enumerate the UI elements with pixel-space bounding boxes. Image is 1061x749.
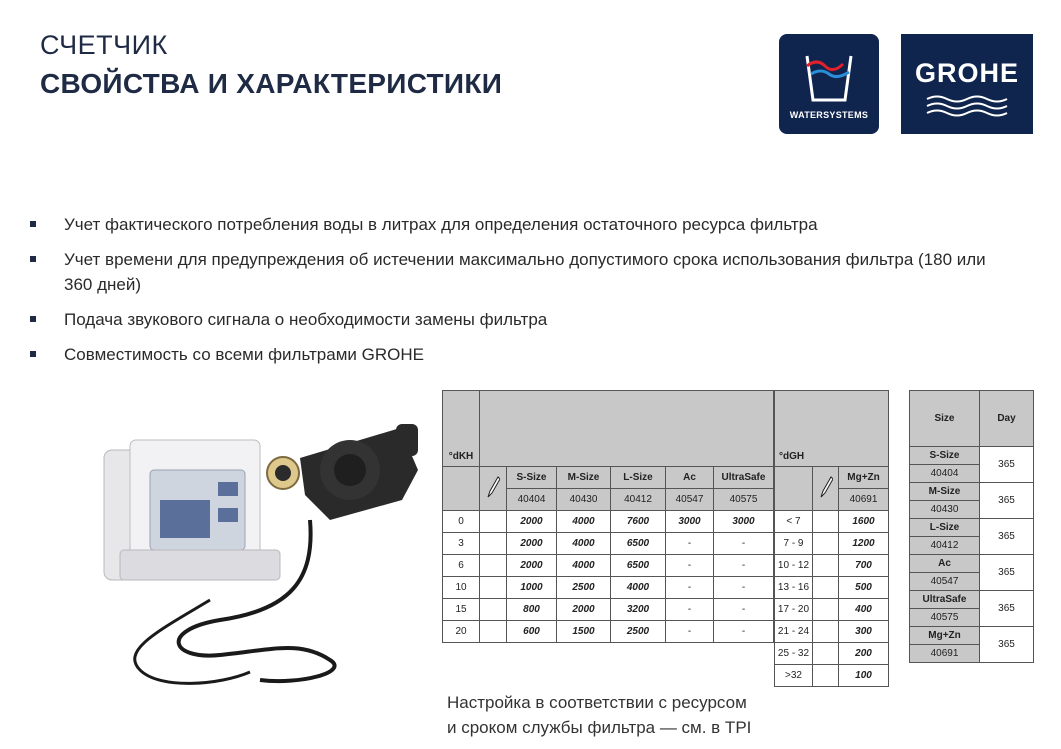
pencil-icon — [813, 467, 839, 511]
grohe-logo — [901, 34, 1033, 134]
feature-text: Учет фактического потребления воды в литрах для определения остаточного ресурса фильтра — [64, 215, 818, 234]
feature-text: Совместимость со всеми фильтрами GROHE — [64, 345, 424, 364]
water-meter-device-image — [100, 410, 430, 700]
feature-list — [28, 212, 988, 377]
code-cell: 40430 — [557, 489, 611, 511]
table-row: 0 2000 4000 7600 3000 3000 < 7 1600 — [443, 511, 889, 533]
table-row: 6 2000 4000 6500 - - 10 - 12 700 — [443, 555, 889, 577]
col-ultrasafe: UltraSafe — [714, 467, 774, 489]
feature-text: Подача звукового сигнала о необходимости замены фильтра — [64, 310, 548, 329]
col-mgzn: Mg+Zn — [839, 467, 889, 489]
feature-item — [28, 307, 988, 332]
col-ac: Ac — [666, 467, 714, 489]
table-row: 25 - 32 200 — [443, 643, 889, 665]
dgh-header: °dGH — [779, 451, 805, 462]
size-header: Size — [910, 391, 980, 447]
table-row: 20 600 1500 2500 - - 21 - 24 300 — [443, 621, 889, 643]
code-cell: 40547 — [666, 489, 714, 511]
day-header: Day — [980, 391, 1034, 447]
bullet-square-icon — [30, 316, 36, 322]
watersystems-text: WATERSYSTEMS — [789, 110, 869, 120]
settings-note — [447, 690, 751, 740]
feature-item — [28, 212, 988, 237]
grohe-logo-text: GROHE — [914, 58, 1019, 88]
page-title-line2: СВОЙСТВА И ХАРАКТЕРИСТИКИ — [40, 68, 503, 99]
code-cell: 40575 — [714, 489, 774, 511]
note-line2: и сроком службы фильтра — см. в TPI — [447, 718, 752, 737]
dkh-header: °dKH — [443, 391, 480, 467]
note-line1: Настройка в соответствии с ресурсом — [447, 693, 747, 712]
waves-icon — [925, 94, 1009, 118]
feature-text: Учет времени для предупреждения об истечении максимально допустимого срока использования фильтра (180 или 360 дней) — [64, 250, 986, 294]
filter-lifetime-table: Size Day S-Size 365 40404 M-Size 365 40430 L-Size 365 40412 Ac 365 40547 UltraSafe 365 40575 Mg+Zn 365 40691 — [909, 390, 1034, 663]
code-cell: 40412 — [611, 489, 666, 511]
code-cell: 40404 — [507, 489, 557, 511]
code-cell: 40691 — [839, 489, 889, 511]
col-m-size: M-Size — [557, 467, 611, 489]
bullet-square-icon — [30, 256, 36, 262]
col-s-size: S-Size — [507, 467, 557, 489]
col-l-size: L-Size — [611, 467, 666, 489]
feature-item — [28, 342, 988, 367]
page-title-line1: СЧЕТЧИК — [40, 30, 168, 60]
feature-item — [28, 247, 988, 297]
filter-capacity-table — [442, 390, 889, 687]
table-row: 3 2000 4000 6500 - - 7 - 9 1200 — [443, 533, 889, 555]
bullet-square-icon — [30, 221, 36, 227]
watersystems-logo — [779, 34, 879, 134]
bullet-square-icon — [30, 351, 36, 357]
table-row: 10 1000 2500 4000 - - 13 - 16 500 — [443, 577, 889, 599]
water-glass-icon — [801, 44, 857, 106]
table-row: 15 800 2000 3200 - - 17 - 20 400 — [443, 599, 889, 621]
table-row: >32 100 — [443, 665, 889, 687]
pencil-icon — [480, 467, 507, 511]
